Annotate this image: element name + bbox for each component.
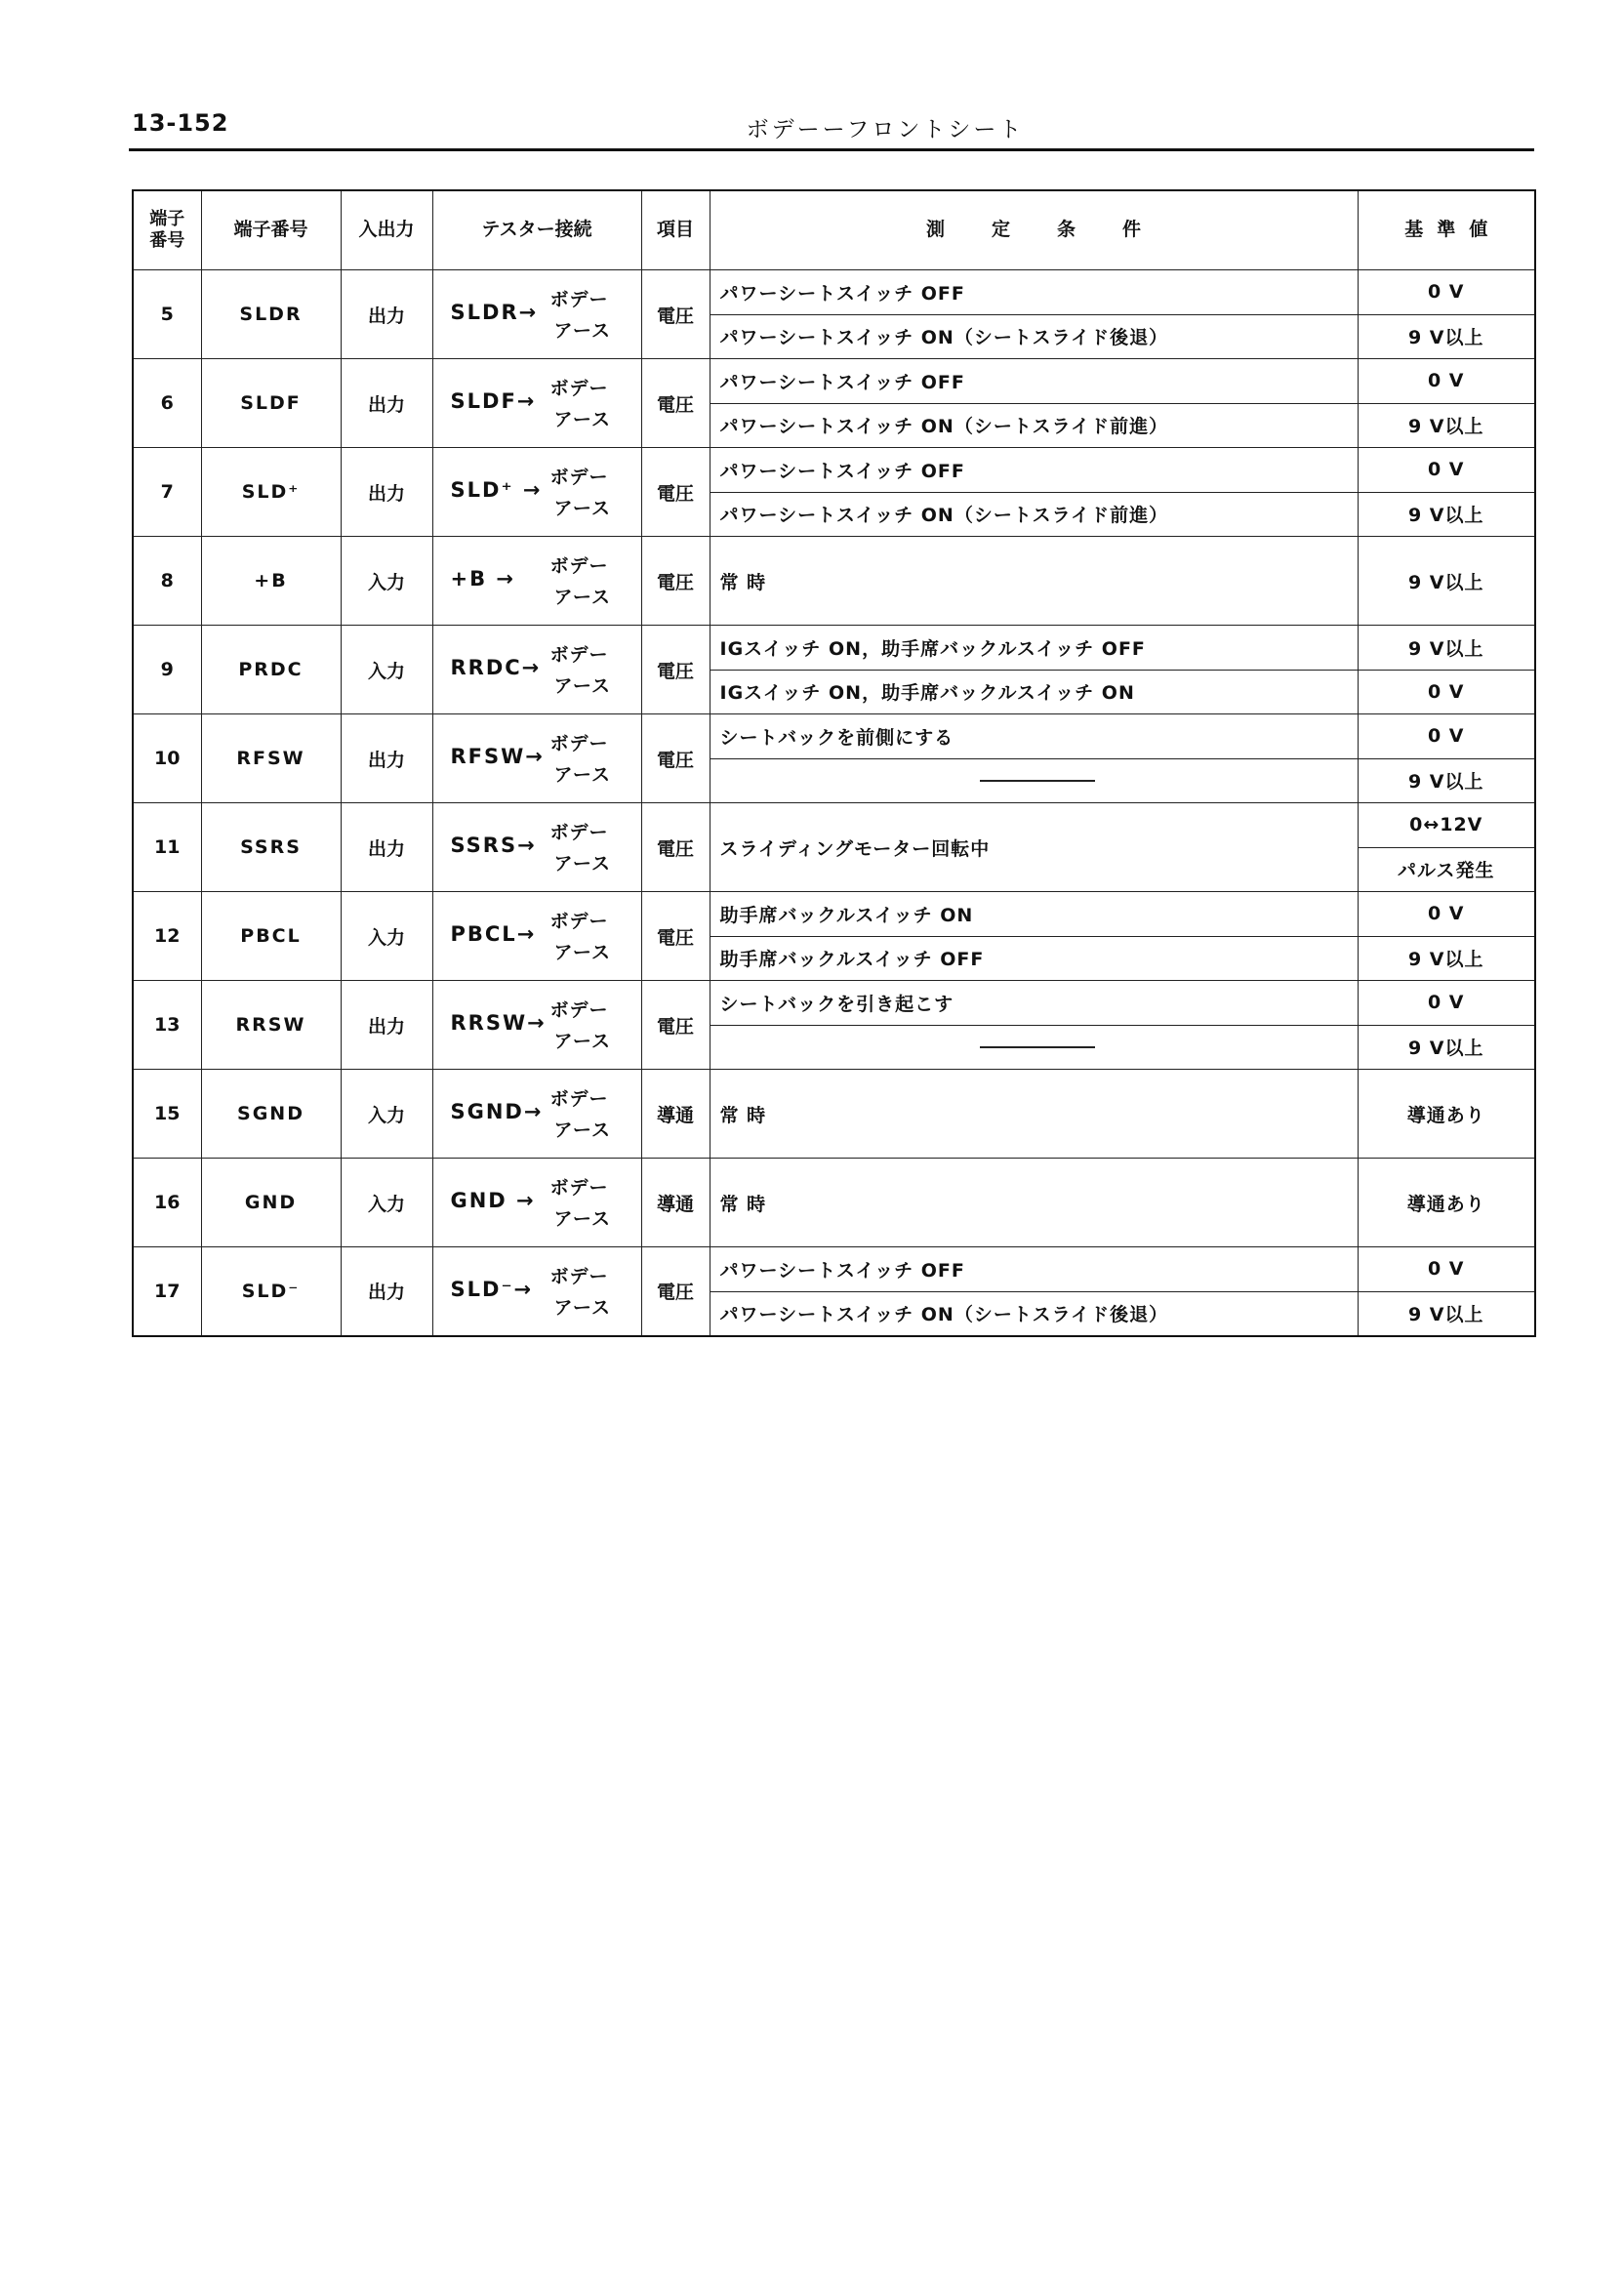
col-header-io: 入出力	[341, 190, 432, 270]
measure-item: 電圧	[641, 1247, 710, 1336]
terminal-code: PRDC	[201, 626, 341, 714]
tester-ground-label: アース	[553, 1296, 611, 1319]
measure-item: 電圧	[641, 537, 710, 626]
terminal-spec-table	[132, 189, 1536, 1337]
terminal-number: 10	[133, 714, 201, 803]
measure-item: 電圧	[641, 803, 710, 892]
tester-probe-label: SLD⁻→	[450, 1277, 534, 1301]
io-type: 出力	[341, 448, 432, 537]
table-row	[133, 448, 1535, 493]
standard-value: 0 V	[1358, 670, 1535, 714]
standard-value: 9 V以上	[1358, 492, 1535, 537]
tester-connection	[432, 803, 641, 892]
tester-connection	[432, 626, 641, 714]
standard-value: 9 V以上	[1358, 758, 1535, 803]
measure-item: 電圧	[641, 359, 710, 448]
tester-connection	[432, 892, 641, 981]
table-row	[133, 892, 1535, 937]
tester-connection-box	[433, 1248, 641, 1334]
tester-body-label: ボデー	[549, 733, 609, 754]
io-type: 入力	[341, 892, 432, 981]
table-header-row	[133, 190, 1535, 270]
tester-connection-box	[433, 271, 641, 357]
measure-item: 電圧	[641, 626, 710, 714]
standard-value: 9 V以上	[1358, 537, 1535, 626]
tester-body-label: ボデー	[549, 999, 609, 1021]
table-row	[133, 1070, 1535, 1115]
blank-condition-dash	[980, 1046, 1095, 1048]
standard-value: 0 V	[1358, 981, 1535, 1026]
condition-text: パワーシートスイッチ OFF	[710, 359, 1358, 404]
measure-item: 導通	[641, 1070, 710, 1159]
tester-ground-label: アース	[553, 587, 611, 608]
header-rule	[129, 148, 1534, 151]
tester-connection	[432, 1247, 641, 1336]
tester-ground-label: アース	[553, 942, 611, 963]
measure-item: 電圧	[641, 270, 710, 359]
tester-body-label: ボデー	[549, 467, 609, 488]
condition-text: パワーシートスイッチ ON（シートスライド後退）	[710, 1291, 1358, 1336]
table-row	[133, 270, 1535, 315]
condition-text: IGスイッチ ON，助手席バックルスイッチ ON	[710, 670, 1358, 714]
standard-value: 0 V	[1358, 1247, 1535, 1292]
tester-connection-box	[433, 360, 641, 446]
col-header-item: 項目	[641, 190, 710, 270]
tester-connection-box	[433, 449, 641, 535]
table-row	[133, 803, 1535, 848]
tester-ground-label: アース	[553, 1031, 611, 1052]
tester-ground-label: アース	[553, 1120, 611, 1141]
terminal-code: RFSW	[201, 714, 341, 803]
tester-body-label: ボデー	[549, 1265, 609, 1287]
table-row	[133, 1247, 1535, 1292]
terminal-code: SLD⁺	[201, 448, 341, 537]
terminal-number: 8	[133, 537, 201, 626]
page-header	[129, 109, 1534, 154]
tester-connection	[432, 537, 641, 626]
tester-body-label: ボデー	[549, 644, 609, 666]
tester-probe-label: SSRS→	[450, 834, 537, 857]
terminal-code: SGND	[201, 1070, 341, 1159]
io-type: 出力	[341, 1247, 432, 1336]
terminal-code: +B	[201, 537, 341, 626]
standard-value: 0 V	[1358, 892, 1535, 937]
condition-text: シートバックを前側にする	[710, 714, 1358, 759]
tester-connection-box	[433, 538, 641, 624]
table-row	[133, 359, 1535, 404]
condition-text: シートバックを引き起こす	[710, 981, 1358, 1026]
tester-body-label: ボデー	[549, 555, 609, 577]
col-header-condition: 測定条件	[710, 190, 1358, 270]
condition-text: 常 時	[710, 1159, 1358, 1247]
table-row	[133, 981, 1535, 1026]
tester-body-label: ボデー	[549, 289, 609, 310]
standard-value: 0 V	[1358, 448, 1535, 493]
tester-probe-label: SGND→	[450, 1100, 544, 1123]
condition-text: パワーシートスイッチ OFF	[710, 448, 1358, 493]
measure-item: 電圧	[641, 448, 710, 537]
standard-value: 0 V	[1358, 714, 1535, 759]
tester-probe-label: SLDR→	[450, 301, 539, 324]
tester-ground-label: アース	[553, 1208, 611, 1230]
table-body	[133, 270, 1535, 1336]
standard-value: 0 V	[1358, 359, 1535, 404]
standard-value: 0 V	[1358, 270, 1535, 315]
terminal-code: SSRS	[201, 803, 341, 892]
standard-value: パルス発生	[1358, 847, 1535, 892]
terminal-number: 11	[133, 803, 201, 892]
scan-specks	[0, 2225, 1624, 2264]
terminal-code: PBCL	[201, 892, 341, 981]
tester-ground-label: アース	[553, 320, 611, 342]
col-header-standard: 基準値	[1358, 190, 1535, 270]
terminal-code: RRSW	[201, 981, 341, 1070]
terminal-number: 15	[133, 1070, 201, 1159]
tester-probe-label: RFSW→	[450, 745, 545, 768]
tester-connection-box	[433, 893, 641, 979]
tester-probe-label: GND →	[450, 1189, 536, 1212]
terminal-code: SLDF	[201, 359, 341, 448]
standard-value: 導通あり	[1358, 1070, 1535, 1159]
tester-connection-box	[433, 1160, 641, 1245]
condition-text: パワーシートスイッチ OFF	[710, 1247, 1358, 1292]
tester-connection	[432, 1070, 641, 1159]
condition-text: スライディングモーター回転中	[710, 803, 1358, 892]
table-row	[133, 537, 1535, 582]
tester-probe-label: SLDF→	[450, 389, 537, 413]
tester-probe-label: SLD⁺ →	[450, 478, 543, 502]
condition-text: IGスイッチ ON，助手席バックルスイッチ OFF	[710, 626, 1358, 671]
section-title: ボデーーフロントシート	[746, 117, 1025, 142]
standard-value: 9 V以上	[1358, 1291, 1535, 1336]
tester-probe-label: PBCL→	[450, 922, 537, 946]
tester-connection-box	[433, 804, 641, 890]
measure-item: 電圧	[641, 981, 710, 1070]
terminal-number: 17	[133, 1247, 201, 1336]
standard-value: 9 V以上	[1358, 314, 1535, 359]
tester-body-label: ボデー	[549, 1177, 609, 1199]
condition-text: 常 時	[710, 1070, 1358, 1159]
io-type: 出力	[341, 981, 432, 1070]
condition-text: パワーシートスイッチ ON（シートスライド前進）	[710, 492, 1358, 537]
tester-connection-box	[433, 1071, 641, 1157]
tester-connection-box	[433, 627, 641, 712]
standard-value: 9 V以上	[1358, 1025, 1535, 1070]
io-type: 入力	[341, 1159, 432, 1247]
tester-probe-label: RRDC→	[450, 656, 542, 679]
tester-connection	[432, 714, 641, 803]
io-type: 入力	[341, 626, 432, 714]
tester-body-label: ボデー	[549, 1088, 609, 1110]
tester-connection	[432, 448, 641, 537]
page-number: 13-152	[132, 109, 229, 137]
terminal-code: SLD⁻	[201, 1247, 341, 1336]
terminal-number: 7	[133, 448, 201, 537]
terminal-number: 9	[133, 626, 201, 714]
tester-connection	[432, 270, 641, 359]
col-header-terminal-code: 端子番号	[201, 190, 341, 270]
io-type: 出力	[341, 359, 432, 448]
condition-text	[710, 758, 1358, 803]
measure-item: 電圧	[641, 714, 710, 803]
condition-text: 助手席バックルスイッチ ON	[710, 892, 1358, 937]
tester-body-label: ボデー	[549, 911, 609, 932]
io-type: 出力	[341, 714, 432, 803]
col-header-tester: テスター接続	[432, 190, 641, 270]
table-row	[133, 714, 1535, 759]
tester-body-label: ボデー	[549, 822, 609, 843]
tester-ground-label: アース	[553, 764, 611, 786]
standard-value: 9 V以上	[1358, 936, 1535, 981]
terminal-number: 6	[133, 359, 201, 448]
tester-connection	[432, 359, 641, 448]
condition-text: 助手席バックルスイッチ OFF	[710, 936, 1358, 981]
tester-ground-label: アース	[553, 853, 611, 875]
io-type: 入力	[341, 537, 432, 626]
standard-value: 導通あり	[1358, 1159, 1535, 1247]
condition-text: パワーシートスイッチ ON（シートスライド前進）	[710, 403, 1358, 448]
tester-connection-box	[433, 982, 641, 1068]
io-type: 出力	[341, 270, 432, 359]
col-header-terminal-no-text: 端子番号	[149, 208, 185, 251]
terminal-number: 12	[133, 892, 201, 981]
table-row	[133, 1159, 1535, 1203]
tester-ground-label: アース	[553, 675, 611, 697]
tester-body-label: ボデー	[549, 378, 609, 399]
tester-connection	[432, 1159, 641, 1247]
tester-probe-label: +B →	[450, 567, 516, 590]
io-type: 入力	[341, 1070, 432, 1159]
measure-item: 導通	[641, 1159, 710, 1247]
tester-probe-label: RRSW→	[450, 1011, 547, 1035]
condition-text: パワーシートスイッチ OFF	[710, 270, 1358, 315]
measure-item: 電圧	[641, 892, 710, 981]
terminal-number: 5	[133, 270, 201, 359]
standard-value: 9 V以上	[1358, 403, 1535, 448]
table-row	[133, 626, 1535, 671]
condition-text: パワーシートスイッチ ON（シートスライド後退）	[710, 314, 1358, 359]
io-type: 出力	[341, 803, 432, 892]
tester-connection-box	[433, 715, 641, 801]
blank-condition-dash	[980, 780, 1095, 782]
condition-text: 常 時	[710, 537, 1358, 626]
terminal-code: GND	[201, 1159, 341, 1247]
standard-value: 0↔12V	[1358, 803, 1535, 848]
tester-ground-label: アース	[553, 498, 611, 519]
terminal-number: 13	[133, 981, 201, 1070]
tester-ground-label: アース	[553, 409, 611, 430]
standard-value: 9 V以上	[1358, 626, 1535, 671]
terminal-number: 16	[133, 1159, 201, 1247]
condition-text	[710, 1025, 1358, 1070]
terminal-code: SLDR	[201, 270, 341, 359]
col-header-terminal-no	[133, 190, 201, 270]
tester-connection	[432, 981, 641, 1070]
